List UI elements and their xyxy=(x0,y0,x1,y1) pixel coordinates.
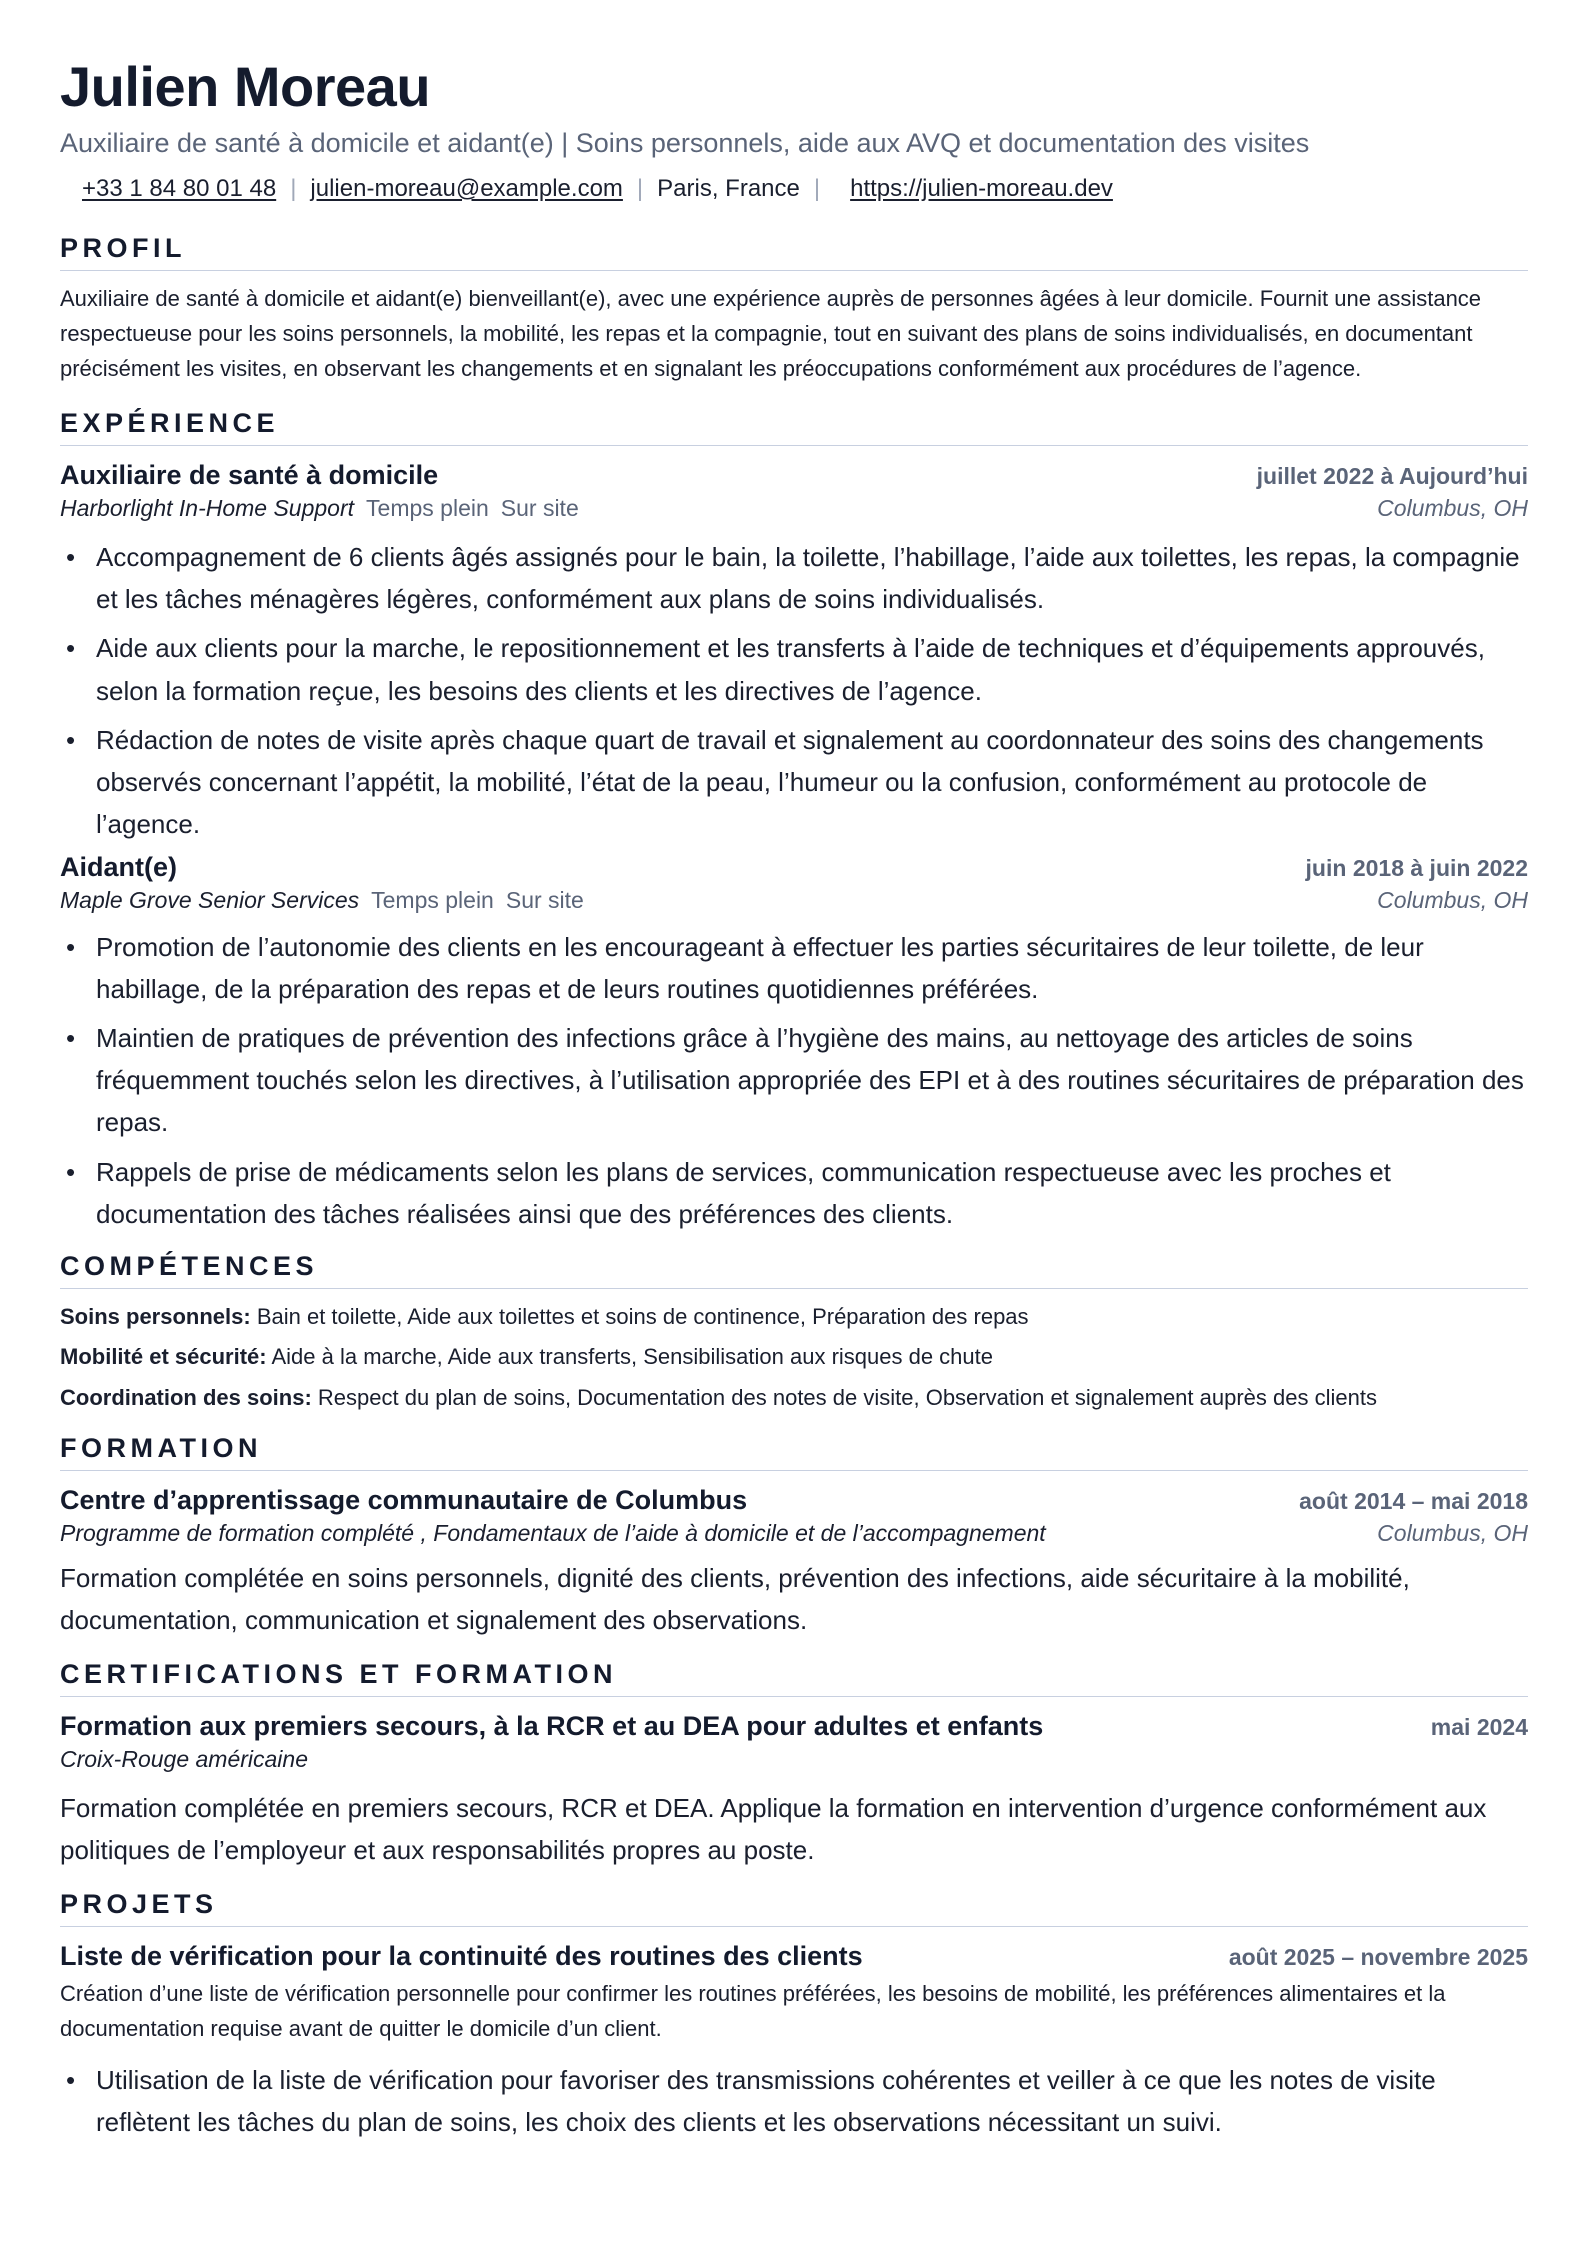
project-dates: août 2025 – novembre 2025 xyxy=(1228,1944,1528,1971)
resume-header xyxy=(60,56,1528,203)
project-bullet: • Utilisation de la liste de vérification pour favoriser des transmissions cohérentes et veiller à ce que les notes de visite reflètent les tâches du plan de soins, les choix des clients et les observations nécessitant un suivi. xyxy=(60,2059,1528,2143)
job-bullet: • Rédaction de notes de visite après chaque quart de travail et signalement au coordonnateur des soins des changements observés concernant l’appétit, la mobilité, l’état de la peau, l’humeur ou la confusion, conformément au protocole de l’agence. xyxy=(60,719,1528,845)
job-bullet: • Promotion de l’autonomie des clients en les encourageant à effectuer les parties sécuritaires de leur toilette, de leur habillage, de la préparation des repas et de leurs routines quotidiennes préférées. xyxy=(60,926,1528,1010)
job-title: Auxiliaire de santé à domicile xyxy=(60,460,439,491)
section-title-education: FORMATION xyxy=(60,1433,1528,1471)
project-head xyxy=(60,1941,1528,1972)
job-mode: Sur site xyxy=(505,887,584,914)
school-name: Centre d’apprentissage communautaire de Columbus xyxy=(60,1484,748,1515)
skills-list xyxy=(60,1297,1528,1419)
project-bullets xyxy=(60,2059,1528,2143)
experience-list xyxy=(60,460,1528,1235)
education-sub xyxy=(60,1520,1528,1547)
job-bullets xyxy=(60,926,1528,1235)
location-text: Paris, France xyxy=(657,174,800,202)
education-dates: août 2014 – mai 2018 xyxy=(1299,1487,1528,1514)
contact-separator: | xyxy=(290,174,297,202)
candidate-name: Julien Moreau xyxy=(60,55,431,118)
job-type: Temps plein xyxy=(371,887,494,914)
job-company: Maple Grove Senior Services xyxy=(60,887,360,914)
job-type: Temps plein xyxy=(366,495,489,522)
certification-issuer: Croix-Rouge américaine xyxy=(60,1746,308,1773)
website-link[interactable]: https://julien-moreau.dev xyxy=(850,174,1113,202)
certification-head xyxy=(60,1711,1528,1742)
job-title: Aidant(e) xyxy=(60,852,177,883)
email-link[interactable]: julien-moreau@example.com xyxy=(310,174,623,202)
job-entry xyxy=(60,852,1528,1235)
job-bullet: • Maintien de pratiques de prévention des infections grâce à l’hygiène des mains, au nettoyage des articles de soins fréquemment touchés selon les directives, à l’utilisation appropriée des EPI et à des routines sécuritaires de préparation des repas. xyxy=(60,1017,1528,1143)
job-bullets xyxy=(60,536,1528,845)
certification-sub xyxy=(60,1746,1528,1773)
education-section xyxy=(60,1433,1528,1641)
profile-text: Auxiliaire de santé à domicile et aidant(e) bienveillant(e), avec une expérience auprès de personnes âgées à leur domicile. Fournit une assistance respectueuse pour les soins personnels, la mobilité, les repas et la compagnie, tout en suivant des plans de soins individualisés, en documentant précisément les visites, en observant les changements et en signalant les préoccupations conformément aux procédures de l’agence. xyxy=(60,285,1482,382)
job-dates: juillet 2022 à Aujourd’hui xyxy=(1256,463,1528,490)
job-mode: Sur site xyxy=(500,495,579,522)
candidate-headline: Auxiliaire de santé à domicile et aidant(e) | Soins personnels, aide aux AVQ et documentation des visites xyxy=(60,127,1310,158)
job-entry xyxy=(60,460,1528,845)
job-sub xyxy=(60,495,1528,522)
skill-row xyxy=(60,1378,1528,1419)
skill-value: Bain et toilette, Aide aux toilettes et soins de continence, Préparation des repas xyxy=(250,1303,1029,1329)
contact-separator: | xyxy=(813,174,821,202)
contact-line xyxy=(60,175,1528,203)
education-text: Formation complétée en soins personnels, dignité des clients, prévention des infections, aide sécuritaire à la mobilité, documentation, communication et signalement des observations. xyxy=(60,1562,1410,1635)
phone-link[interactable]: +33 1 84 80 01 48 xyxy=(82,174,277,202)
job-dates: juin 2018 à juin 2022 xyxy=(1305,855,1528,882)
job-bullet: • Accompagnement de 6 clients âgés assignés pour le bain, la toilette, l’habillage, l’aide aux toilettes, les repas, la compagnie et les tâches ménagères légères, conformément aux plans de soins individualisés. xyxy=(60,536,1528,620)
education-entry xyxy=(60,1485,1528,1641)
education-head xyxy=(60,1485,1528,1516)
skill-row xyxy=(60,1297,1528,1338)
section-title-projects: PROJETS xyxy=(60,1889,1528,1927)
job-location: Columbus, OH xyxy=(1377,495,1528,522)
section-title-skills: COMPÉTENCES xyxy=(60,1251,1528,1289)
skill-label: Mobilité et sécurité: xyxy=(60,1344,267,1370)
contact-separator: | xyxy=(636,174,644,202)
certification-text: Formation complétée en premiers secours, RCR et DEA. Applique la formation en intervention d’urgence conformément aux politiques de l’employeur et aux responsabilités propres au poste. xyxy=(60,1793,1487,1866)
profile-section xyxy=(60,233,1528,387)
education-location: Columbus, OH xyxy=(1377,1519,1528,1546)
projects-section xyxy=(60,1889,1528,2143)
section-title-experience: EXPÉRIENCE xyxy=(60,408,1528,446)
certification-entry xyxy=(60,1711,1528,1871)
certification-name: Formation aux premiers secours, à la RCR et au DEA pour adultes et enfants xyxy=(60,1711,1044,1742)
skill-value: Respect du plan de soins, Documentation des notes de visite, Observation et signalement auprès des clients xyxy=(311,1385,1377,1411)
section-title-profile: PROFIL xyxy=(60,233,1528,271)
job-bullet: • Aide aux clients pour la marche, le repositionnement et les transferts à l’aide de techniques et d’équipements approuvés, selon la formation reçue, les besoins des clients et les directives de l’agence. xyxy=(60,627,1528,711)
skill-label: Coordination des soins: xyxy=(60,1385,312,1411)
job-head xyxy=(60,852,1528,883)
skill-value: Aide à la marche, Aide aux transferts, Sensibilisation aux risques de chute xyxy=(266,1344,994,1370)
certifications-section xyxy=(60,1659,1528,1871)
certification-date: mai 2024 xyxy=(1430,1714,1528,1741)
job-sub xyxy=(60,887,1528,914)
project-description: Création d’une liste de vérification personnelle pour confirmer les routines préférées, les besoins de mobilité, les préférences alimentaires et la documentation requise avant de quitter le domicile d’un client. xyxy=(60,1981,1446,2042)
job-location: Columbus, OH xyxy=(1377,887,1528,914)
job-head xyxy=(60,460,1528,491)
job-meta xyxy=(60,495,579,522)
section-title-certifications: CERTIFICATIONS ET FORMATION xyxy=(60,1659,1528,1697)
job-meta xyxy=(60,887,584,914)
experience-section xyxy=(60,408,1528,1235)
skill-label: Soins personnels: xyxy=(60,1303,251,1329)
project-name: Liste de vérification pour la continuité des routines des clients xyxy=(60,1941,863,1972)
skill-row xyxy=(60,1337,1528,1378)
skills-section xyxy=(60,1251,1528,1419)
project-entry xyxy=(60,1941,1528,2143)
job-company: Harborlight In-Home Support xyxy=(60,495,355,522)
education-program: Programme de formation complété , Fondamentaux de l’aide à domicile et de l’accompagnement xyxy=(60,1519,1046,1546)
job-bullet: • Rappels de prise de médicaments selon les plans de services, communication respectueuse avec les proches et documentation des tâches réalisées ainsi que des préférences des clients. xyxy=(60,1151,1528,1235)
